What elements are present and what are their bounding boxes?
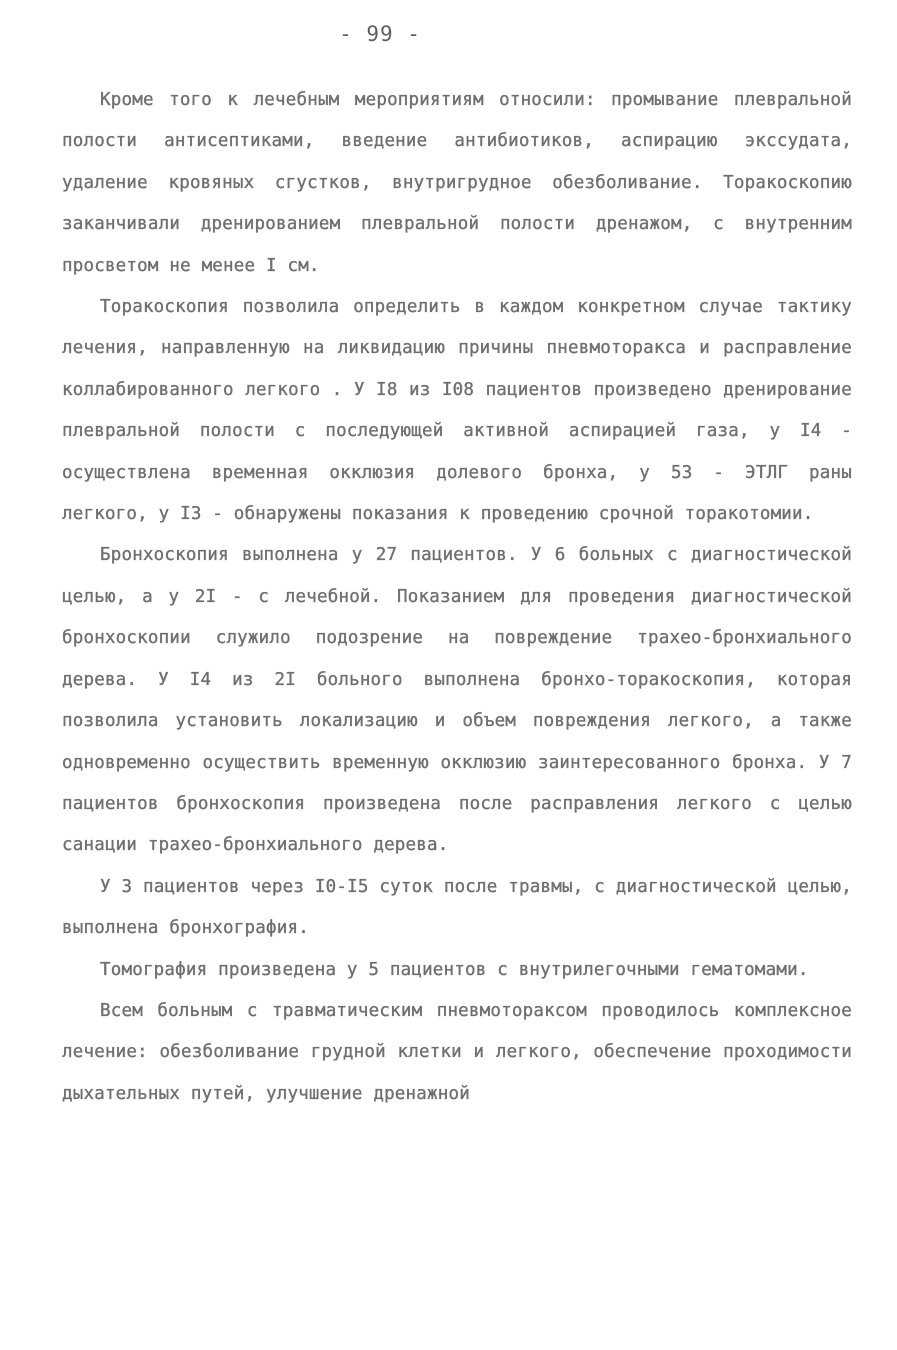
paragraph-treatment-measures: Кроме того к лечебным мероприятиям относили: промывание плевральной полости антисептиками, введение антибиотиков, аспирацию экссудата, удаление кровяных сгустков, внутригрудное обезболивание. Торакоскопию заканчивали дренированием плевральной полости дренажом, с внутренним просветом не менее I см. <box>62 90 852 276</box>
paragraph-bronchography: У 3 пациентов через I0-I5 суток после травмы, с диагностической целью, выполнена бронхография. <box>62 876 852 939</box>
paragraph-thoracoscopy-results: Торакоскопия позволила определить в каждом конкретном случае тактику лечения, направленную на ликвидацию причины пневмоторакса и расправление коллабированного легкого . У I8 из I08 пациентов произведено дренирование плевральной полости с последующей активной аспирацией газа, у I4 - осуществлена временная окклюзия долевого бронха, у 53 - ЭТЛГ раны легкого, у I3 - обнаружены показания к проведению срочной торакотомии. <box>62 297 852 525</box>
paragraph-complex-treatment: Всем больным с травматическим пневмотораксом проводилось комплексное лечение: обезболивание грудной клетки и легкого, обеспечение проходимости дыхательных путей, улучшение дренажной <box>62 1000 852 1104</box>
paragraph-tomography: Томография произведена у 5 пациентов с внутрилегочными гематомами. <box>100 959 809 980</box>
paragraph-bronchoscopy: Бронхоскопия выполнена у 27 пациентов. У 6 больных с диагностической целью, а у 2I - с лечебной. Показанием для проведения диагностической бронхоскопии служило подозрение на повреждение трахео-бронхиального дерева. У I4 из 2I больного выполнена бронхо-торакоскопия, которая позволила установить локализацию и объем повреждения легкого, а также одновременно осуществить временную окклюзию заинтересованного бронха. У 7 пациентов бронхоскопия произведена после расправления легкого с целью санации трахео-бронхиального дерева. <box>62 545 852 856</box>
body-text <box>62 80 852 1115</box>
page-number: - 99 - <box>339 22 421 46</box>
